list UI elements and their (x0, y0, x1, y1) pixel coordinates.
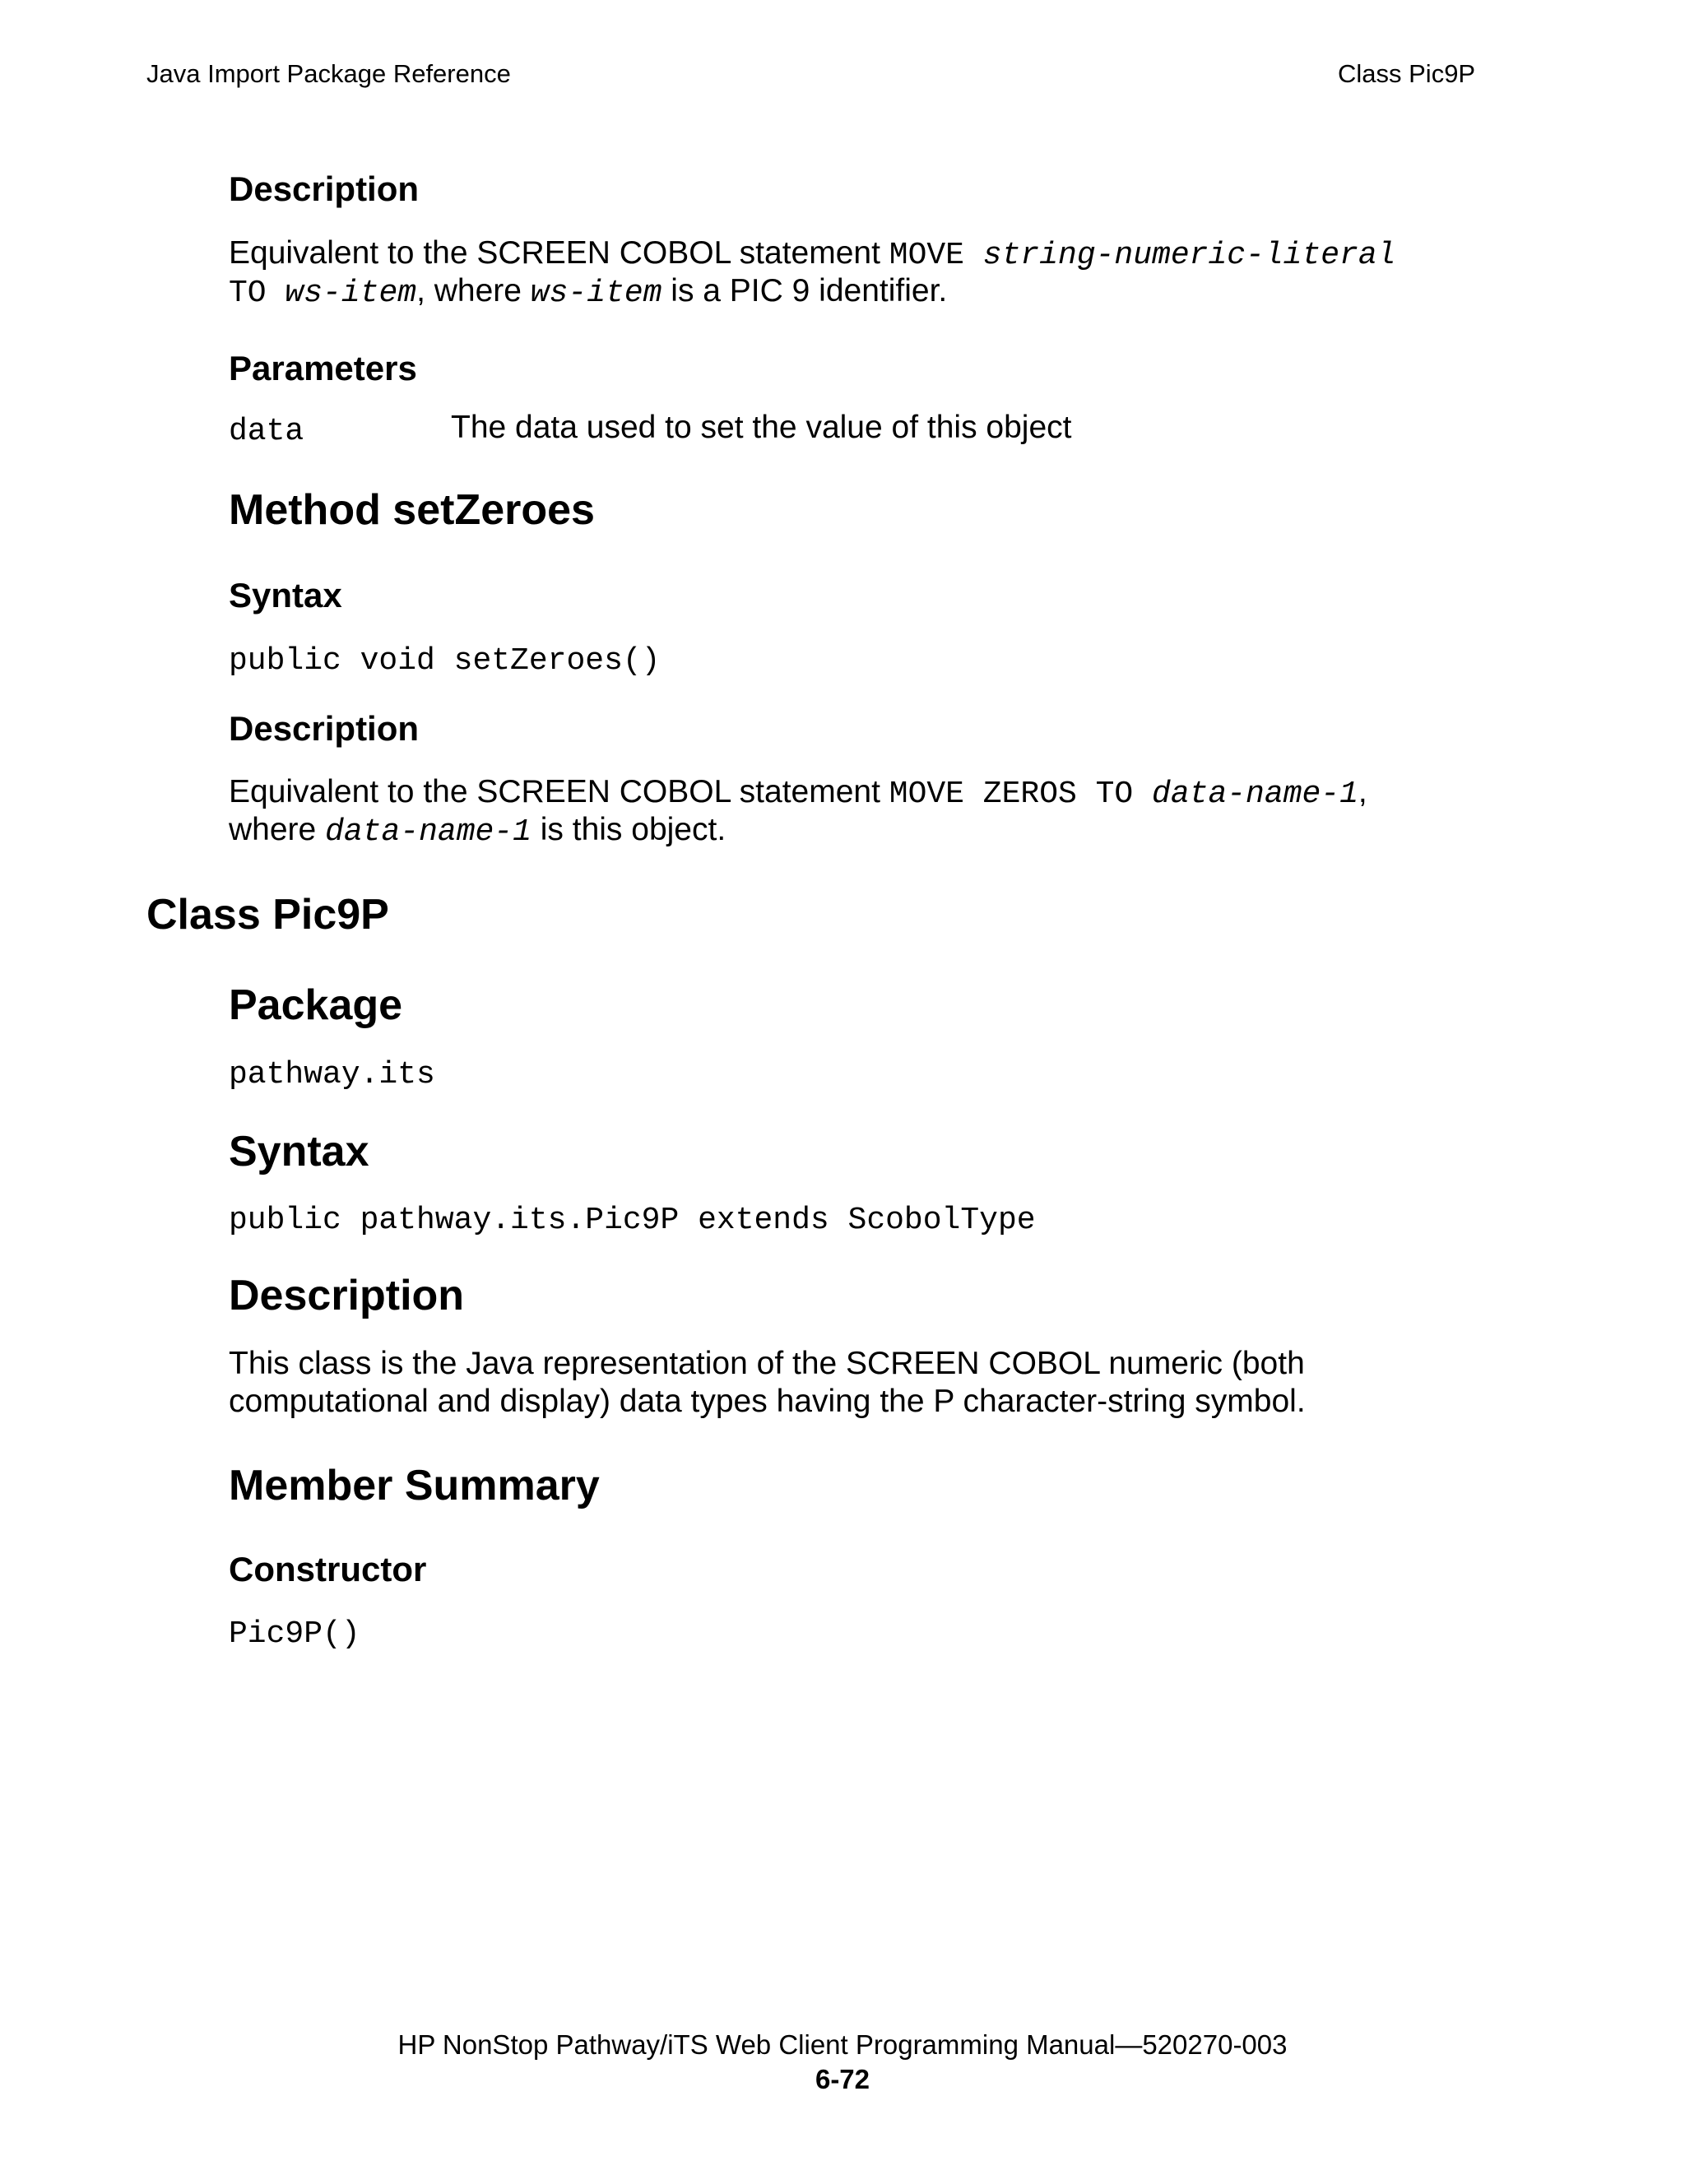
syntax-code: public pathway.its.Pic9P extends ScobolType (229, 1203, 1036, 1238)
description-heading: Description (229, 1272, 465, 1319)
syntax-code: public void setZeroes() (229, 643, 661, 679)
code-move: MOVE (889, 238, 983, 273)
parameters-heading: Parameters (229, 349, 417, 387)
class-title: Class Pic9P (146, 891, 389, 939)
description-text: is this object. (531, 812, 726, 847)
description-line-2 (229, 811, 726, 851)
member-summary-heading: Member Summary (229, 1462, 600, 1509)
description-text: Equivalent to the SCREEN COBOL statement (229, 235, 889, 271)
description-text: , (1358, 774, 1367, 809)
description-text: , where (416, 273, 531, 308)
footer-page-number: 6-72 (815, 2064, 870, 2094)
parameter-description: The data used to set the value of this object (451, 410, 1072, 445)
code-string-numeric-literal: string-numeric-literal (982, 238, 1396, 273)
description-text: where (229, 812, 326, 847)
code-ws-item: ws-item (285, 276, 417, 311)
description-line-1: This class is the Java representation of the SCREEN COBOL numeric (both (229, 1346, 1305, 1381)
running-header-right: Class Pic9P (1338, 59, 1476, 88)
code-to: TO (229, 276, 285, 311)
footer-manual-title: HP NonStop Pathway/iTS Web Client Programming Manual—520270-003 (397, 2029, 1288, 2060)
description-line-2: computational and display) data types having the P character-string symbol. (229, 1384, 1306, 1419)
description-line-2 (229, 272, 947, 313)
method-title: Method setZeroes (229, 486, 595, 534)
description-text: is a PIC 9 identifier. (661, 273, 948, 308)
code-data-name-1: data-name-1 (1152, 777, 1358, 812)
description-heading: Description (229, 169, 420, 208)
code-move-zeros: MOVE ZEROS TO (889, 777, 1153, 812)
code-data-name-1: data-name-1 (325, 814, 531, 850)
description-line-1 (229, 234, 1395, 275)
package-name: pathway.its (229, 1057, 435, 1092)
syntax-heading: Syntax (229, 1128, 369, 1175)
description-heading: Description (229, 709, 420, 748)
description-text: Equivalent to the SCREEN COBOL statement (229, 774, 889, 809)
syntax-heading: Syntax (229, 576, 342, 614)
code-ws-item: ws-item (530, 276, 662, 311)
parameter-name: data (229, 414, 304, 449)
constructor-code: Pic9P() (229, 1616, 360, 1652)
running-header-left: Java Import Package Reference (146, 59, 511, 88)
constructor-heading: Constructor (229, 1550, 427, 1588)
package-heading: Package (229, 981, 403, 1029)
description-line-1 (229, 773, 1367, 814)
